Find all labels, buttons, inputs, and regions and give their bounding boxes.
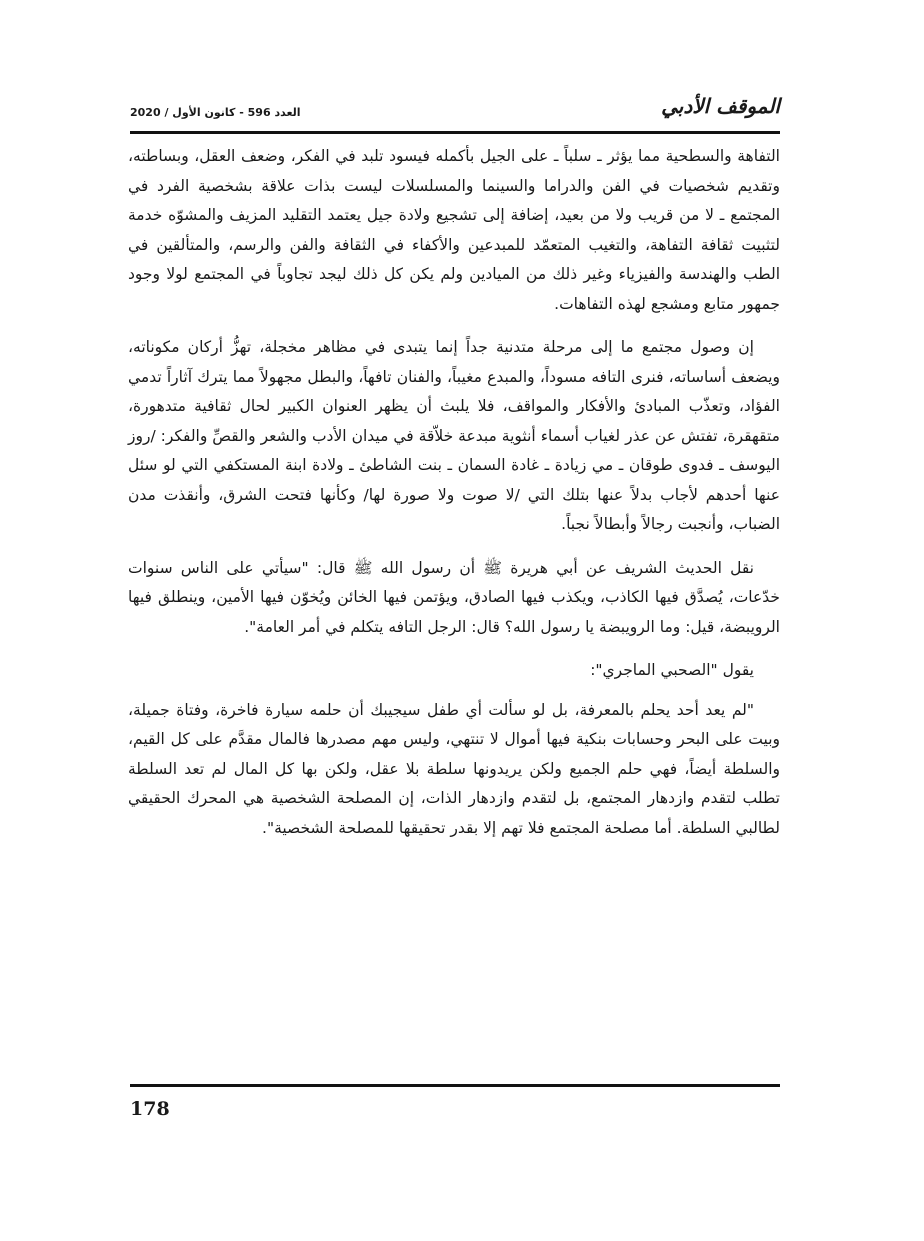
paragraph-1: التفاهة والسطحية مما يؤثر ـ سلباً ـ على الجيل بأكمله فيسود تلبد في الفكر، وضعف العقل، وبساطته، وتقديم شخصيات في الفن والدراما والسينما والمسلسلات ليست بذات علاقة بشخصية الفرد في المجتمع ـ لا من قريب ولا من بعيد، إضافة إلى تشجيع ولادة جيل يعتمد التقليد المزيف والمشوّه خدمة لتثبيت ثقافة التفاهة، والتغيب المتعمّد للمبدعين والأكفاء في الثقافة والفن والرسم، والمتألقين في الطب والهندسة والفيزياء وغير ذلك من الميادين ولم يكن كل ذلك ليجد تجاوباً في المجتمع لولا وجود جمهور متابع ومشجع لهذه التفاهات. [128, 147, 780, 313]
magazine-logo: الموقف الأدبي [661, 94, 780, 118]
paragraph-3-hadith: نقل الحديث الشريف عن أبي هريرة ﷺ أن رسول الله ﷺ قال: "سيأتي على الناس سنوات خدّعات، يُصدَّق فيها الكاذب، ويكذب فيها الصادق، ويؤتمن فيها الخائن ويُخوّن فيها الأمين، وينطلق فيها الرويبضة، قيل: وما الرويبضة يا رسول الله؟ قال: الرجل التافه يتكلم في أمر العامة". [128, 558, 780, 636]
paragraph-5-quote: "لم يعد أحد يحلم بالمعرفة، بل لو سألت أي طفل سيجيبك أن حلمه سيارة فاخرة، وفتاة جميلة، وبيت على البحر وحسابات بنكية فيها أموال لا تنتهي، وليس مهم مصدرها فالمال مقدَّم على كل القيم، والسلطة أيضاً، فهي حلم الجميع ولكن يريدونها سلطة بلا عقل، ولكن بها كل المال لم تعد السلطة تطلب لتقدم وازدهار المجتمع، بل لتقدم وازدهار الذات، إن المصلحة الشخصية هي المحرك الحقيقي لطالبي السلطة. أما مصلحة المجتمع فلا تهم إلا بقدر تحقيقها للمصلحة الشخصية". [128, 700, 780, 837]
footer-rule [130, 1084, 780, 1087]
page-number: 178 [130, 1098, 170, 1120]
paragraph-2: إن وصول مجتمع ما إلى مرحلة متدنية جداً إنما يتبدى في مظاهر مخجلة، تهزُّ أركان مكوناته، ويضعف أساساته، فنرى التافه مسوداً، والمبدع مغيباً، والفنان تافهاً، والبطل مجهولاً مما يترك آثاراً تدمي الفؤاد، وتعذّب المبادئ والأفكار والمواقف، فلا يلبث أن يظهر العنوان الكبير لحال ثقافية متدهورة، متقهقرة، تفتش عن عذر لغياب أسماء أنثوية مبدعة خلاّقة في ميدان الأدب والشعر والقصِّ والفكر: /روز اليوسف ـ فدوى طوقان ـ مي زيادة ـ غادة السمان ـ بنت الشاطئ ـ ولادة ابنة المستكفي التي لو سئل عنها أحدهم لأجاب بدلاً عنها بتلك التي /لا صوت ولا صورة لها/ وكأنها فتحت الشرق، وأنقذت مدن الضباب، وأنجبت رجالاً وأبطالاً نجباً. [128, 338, 780, 533]
running-header [130, 94, 780, 130]
article-body [128, 142, 780, 857]
issue-info: العدد 596 - كانون الأول / 2020 [130, 106, 301, 119]
paragraph-4-quote-intro: يقول "الصحبي الماجري": [590, 661, 754, 679]
header-rule [130, 131, 780, 134]
